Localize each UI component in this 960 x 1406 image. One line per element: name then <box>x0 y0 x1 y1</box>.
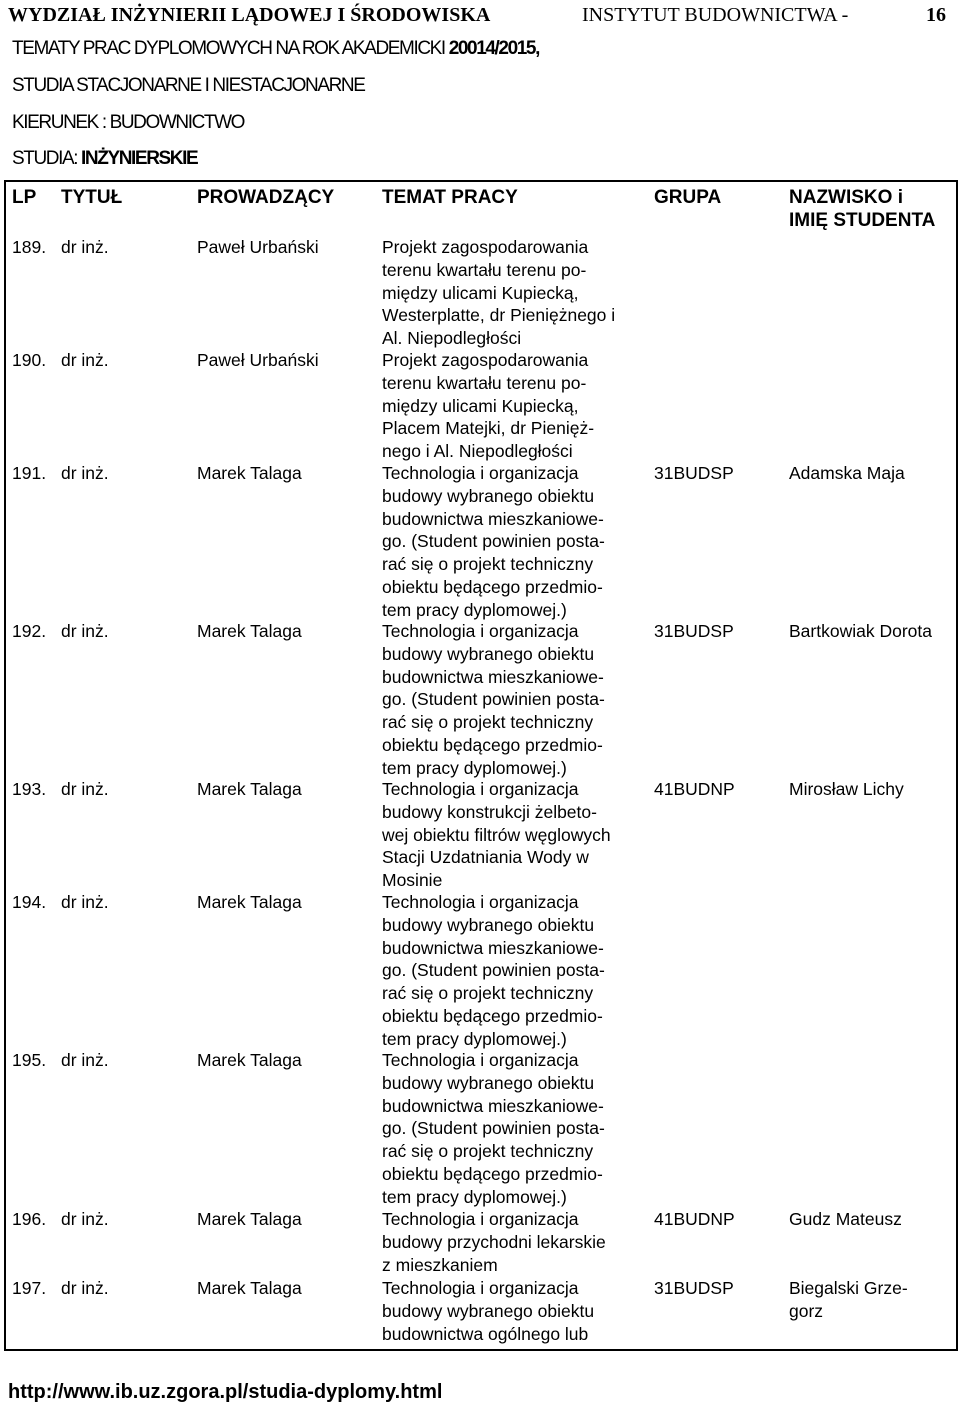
row-topic-line: między ulicami Kupiecką, <box>382 282 579 303</box>
row-supervisor: Marek Talaga <box>197 1278 302 1298</box>
topics-heading-text: TEMATY PRAC DYPLOMOWYCH NA ROK AKADEMICKI <box>12 38 445 59</box>
row-topic-line: rać się o projekt techniczny <box>382 712 594 733</box>
row-topic-line: budownictwa mieszkaniowe- <box>382 1095 604 1116</box>
row-topic-line: tem pracy dyplomowej.) <box>382 1186 567 1207</box>
row-topic-line: Technologia i organizacja <box>382 621 579 641</box>
row-title: dr inż. <box>61 892 109 912</box>
row-student-line: Mirosław Lichy <box>789 779 904 799</box>
row-topic-line: Technologia i organizacja <box>382 1209 579 1229</box>
row-topic <box>382 778 611 892</box>
page-number: 16 <box>926 4 946 26</box>
row-number: 196. <box>12 1209 47 1229</box>
row-topic <box>382 1208 606 1276</box>
row-topic-line: budowy wybranego obiektu <box>382 1072 595 1093</box>
row-topic-line: Placem Matejki, dr Pienięż- <box>382 418 595 439</box>
row-supervisor: Marek Talaga <box>197 892 302 912</box>
row-topic <box>382 1277 594 1345</box>
row-number: 191. <box>12 463 47 483</box>
row-student-line: gorz <box>789 1300 824 1321</box>
row-group: 31BUDSP <box>654 463 734 483</box>
row-number: 190. <box>12 350 47 370</box>
row-topic-line: terenu kwartału terenu po- <box>382 372 587 393</box>
row-topic-line: z mieszkaniem <box>382 1254 498 1275</box>
topics-heading <box>12 38 539 60</box>
row-student <box>789 462 905 485</box>
row-topic-line: budownictwa mieszkaniowe- <box>382 508 604 529</box>
row-student-line: Gudz Mateusz <box>789 1209 902 1229</box>
row-topic-line: Stacji Uzdatniania Wody w <box>382 847 589 868</box>
row-title: dr inż. <box>61 621 109 641</box>
row-topic-line: wej obiektu filtrów węglowych <box>382 824 611 845</box>
row-number: 197. <box>12 1278 47 1298</box>
row-group: 41BUDNP <box>654 1209 735 1229</box>
row-topic-line: Technologia i organizacja <box>382 1050 579 1070</box>
row-title: dr inż. <box>61 1209 109 1229</box>
row-topic-line: obiektu będącego przedmio- <box>382 576 603 597</box>
column-header-student-2: IMIĘ STUDENTA <box>789 210 936 231</box>
row-topic-line: Al. Niepodległości <box>382 328 522 349</box>
row-topic-line: nego i Al. Niepodległości <box>382 441 573 462</box>
row-number: 192. <box>12 621 47 641</box>
column-header-supervisor: PROWADZĄCY <box>197 187 335 208</box>
row-topic <box>382 620 605 780</box>
row-topic-line: go. (Student powinien posta- <box>382 531 605 552</box>
row-topic-line: rać się o projekt techniczny <box>382 983 594 1004</box>
row-topic-line: tem pracy dyplomowej.) <box>382 1028 567 1049</box>
row-title: dr inż. <box>61 1278 109 1298</box>
row-group: 31BUDSP <box>654 621 734 641</box>
row-topic-line: obiektu będącego przedmio- <box>382 734 603 755</box>
row-topic <box>382 349 594 463</box>
row-topic-line: Mosinie <box>382 870 443 891</box>
row-topic-line: budownictwa mieszkaniowe- <box>382 666 604 687</box>
row-student-line: Adamska Maja <box>789 463 905 483</box>
row-number: 189. <box>12 237 47 257</box>
study-level-prefix: STUDIA: <box>12 148 78 169</box>
row-supervisor: Marek Talaga <box>197 1209 302 1229</box>
row-number: 194. <box>12 892 47 912</box>
study-level-value: INŻYNIERSKIE <box>81 148 198 169</box>
row-student <box>789 1208 902 1231</box>
row-title: dr inż. <box>61 779 109 799</box>
row-topic-line: go. (Student powinien posta- <box>382 960 605 981</box>
row-topic-line: budowy wybranego obiektu <box>382 1300 595 1321</box>
row-topic <box>382 891 605 1051</box>
row-group: 31BUDSP <box>654 1278 734 1298</box>
row-topic <box>382 236 615 350</box>
row-supervisor: Paweł Urbański <box>197 237 319 257</box>
row-topic-line: Projekt zagospodarowania <box>382 237 589 257</box>
study-mode: STUDIA STACJONARNE I NIESTACJONARNE <box>12 75 365 96</box>
row-student <box>789 620 932 643</box>
row-student-line: Bartkowiak Dorota <box>789 621 932 641</box>
column-header-student-1: NAZWISKO i <box>789 187 903 208</box>
faculty-title: WYDZIAŁ INŻYNIERII LĄDOWEJ I ŚRODOWISKA <box>8 4 491 26</box>
source-url[interactable]: http://www.ib.uz.zgora.pl/studia-dyplomy.html <box>8 1381 443 1403</box>
row-topic-line: Westerplatte, dr Pieniężnego i <box>382 305 616 326</box>
row-topic-line: tem pracy dyplomowej.) <box>382 599 567 620</box>
row-topic-line: terenu kwartału terenu po- <box>382 259 587 280</box>
row-topic-line: budowy wybranego obiektu <box>382 643 595 664</box>
field-of-study: KIERUNEK : BUDOWNICTWO <box>12 112 245 133</box>
row-topic-line: go. (Student powinien posta- <box>382 689 605 710</box>
row-topic-line: Technologia i organizacja <box>382 1278 579 1298</box>
row-number: 195. <box>12 1050 47 1070</box>
row-supervisor: Marek Talaga <box>197 1050 302 1070</box>
row-topic-line: tem pracy dyplomowej.) <box>382 757 567 778</box>
row-title: dr inż. <box>61 463 109 483</box>
row-group: 41BUDNP <box>654 779 735 799</box>
row-topic-line: rać się o projekt techniczny <box>382 1141 594 1162</box>
row-topic-line: między ulicami Kupiecką, <box>382 395 579 416</box>
row-topic-line: Technologia i organizacja <box>382 463 579 483</box>
study-level <box>12 148 197 170</box>
column-header-title: TYTUŁ <box>61 187 123 208</box>
row-topic-line: Technologia i organizacja <box>382 892 579 912</box>
row-topic-line: Projekt zagospodarowania <box>382 350 589 370</box>
row-topic <box>382 462 605 622</box>
row-topic-line: obiektu będącego przedmio- <box>382 1163 603 1184</box>
row-supervisor: Marek Talaga <box>197 779 302 799</box>
row-title: dr inż. <box>61 1050 109 1070</box>
row-topic-line: budowy konstrukcji żelbeto- <box>382 801 597 822</box>
row-topic-line: rać się o projekt techniczny <box>382 554 594 575</box>
row-topic-line: budowy wybranego obiektu <box>382 914 595 935</box>
row-number: 193. <box>12 779 47 799</box>
row-topic <box>382 1049 605 1209</box>
row-topic-line: budownictwa mieszkaniowe- <box>382 937 604 958</box>
row-student-line: Biegalski Grze- <box>789 1278 908 1298</box>
institute-title: INSTYTUT BUDOWNICTWA - <box>582 4 849 26</box>
row-student <box>789 1277 908 1323</box>
row-topic-line: Technologia i organizacja <box>382 779 579 799</box>
row-topic-line: budowy wybranego obiektu <box>382 485 595 506</box>
academic-year: 20014/2015, <box>448 38 539 59</box>
column-header-lp: LP <box>12 187 37 208</box>
row-supervisor: Marek Talaga <box>197 463 302 483</box>
row-supervisor: Marek Talaga <box>197 621 302 641</box>
row-student <box>789 778 904 801</box>
row-title: dr inż. <box>61 237 109 257</box>
row-topic-line: budownictwa ogólnego lub <box>382 1323 589 1344</box>
column-header-group: GRUPA <box>654 187 722 208</box>
row-topic-line: budowy przychodni lekarskie <box>382 1231 606 1252</box>
row-supervisor: Paweł Urbański <box>197 350 319 370</box>
row-topic-line: obiektu będącego przedmio- <box>382 1005 603 1026</box>
row-topic-line: go. (Student powinien posta- <box>382 1118 605 1139</box>
row-title: dr inż. <box>61 350 109 370</box>
column-header-topic: TEMAT PRACY <box>382 187 518 208</box>
